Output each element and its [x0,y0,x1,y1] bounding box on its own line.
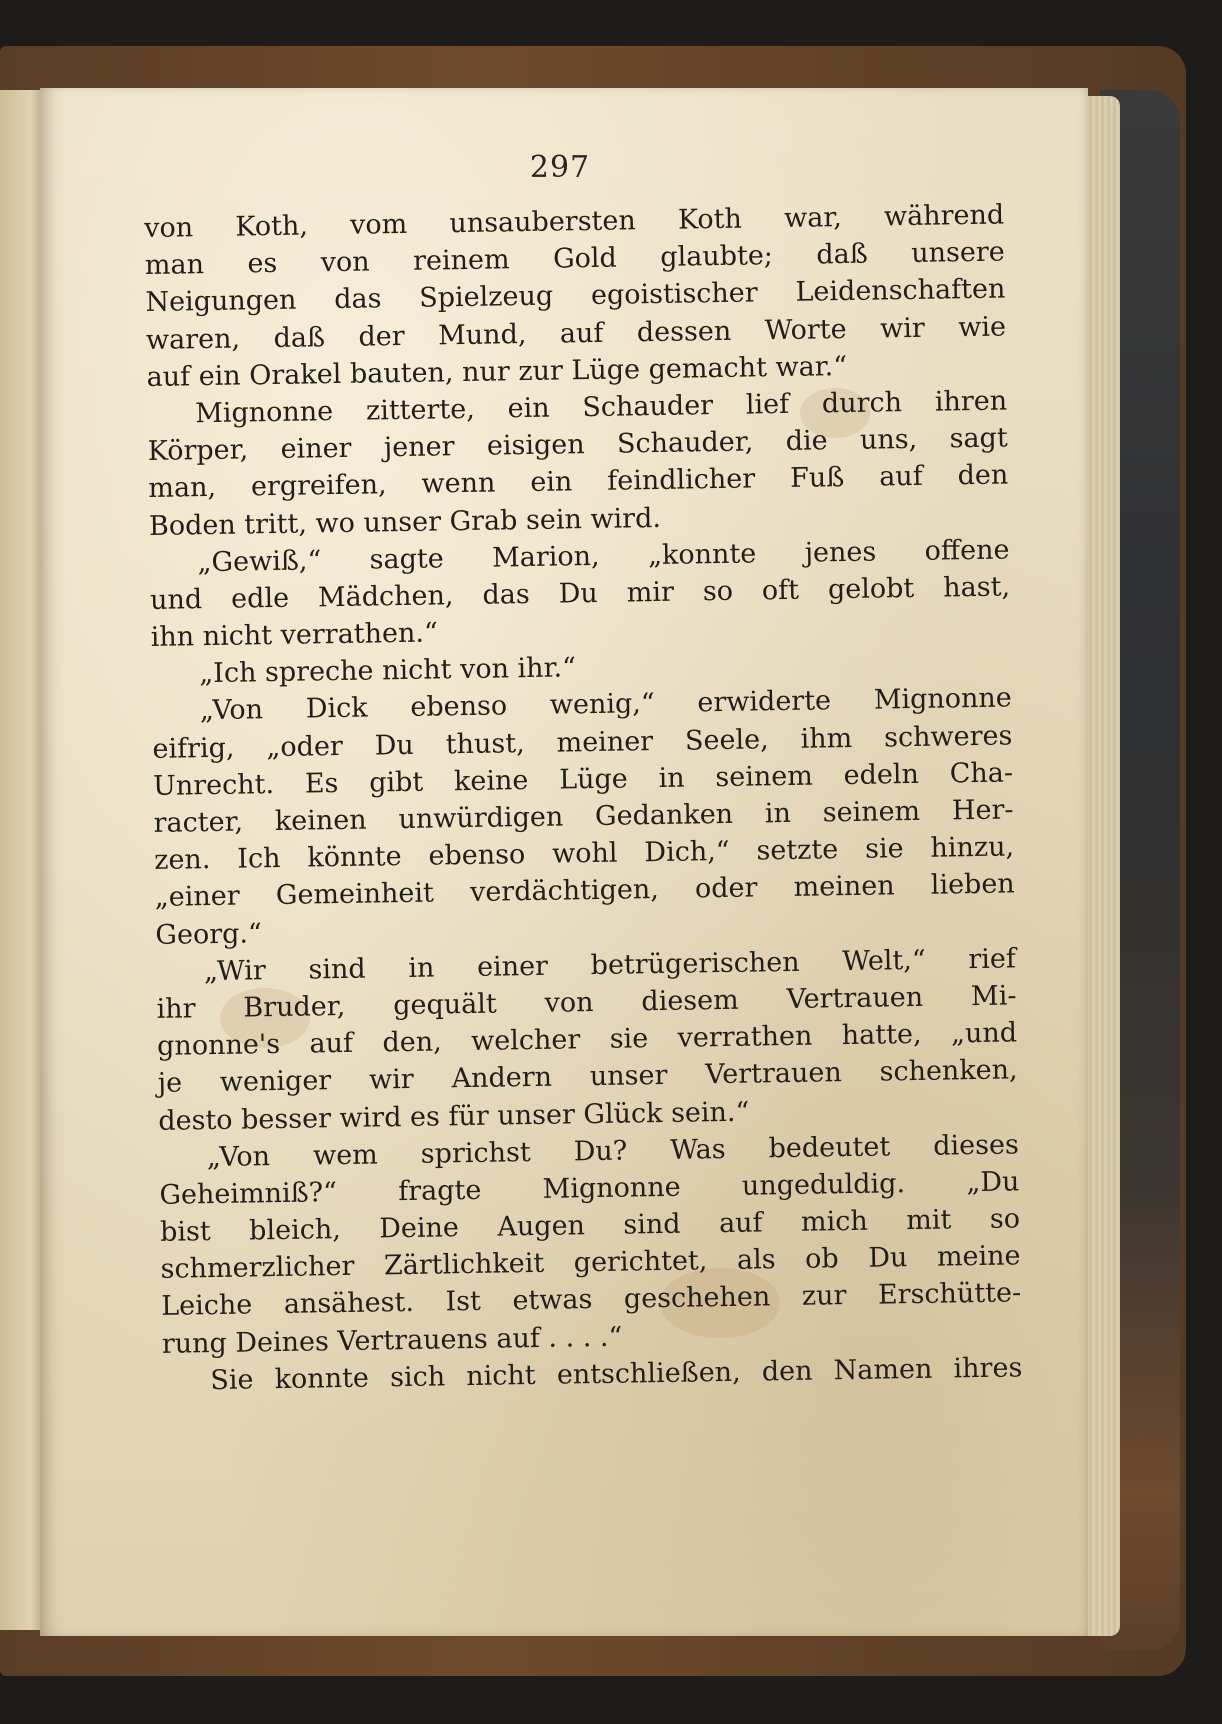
text-line: waren, daß der Mund, auf dessen Worte wir wie [145,311,1007,356]
text-line: Georg.“ [155,917,263,951]
text-line: „einer Gemeinheit verdächtigen, oder meinen lieben [154,868,1015,914]
text-line: Sie konnte sich nicht entschließen, den Namen ihres [210,1352,1023,1396]
text-line: gnonne's auf den, welcher sie verrathen hatte, „und [156,1017,1018,1063]
text-line: bist bleich, Deine Augen sind auf mich mit so [159,1203,1021,1248]
text-line: Neigungen das Spielzeug egoistischer Leidenschaften [145,273,1006,319]
text-line: Unrecht. Es gibt keine Lüge in seinem edeln Cha- [152,757,1014,802]
text-line: ihn nicht verrathen.“ [150,617,439,654]
text-line: Körper, einer jener eisigen Schauder, die uns, sagt [147,422,1008,468]
text-line: man, ergreifen, wenn ein feindlicher Fuß auf den [148,459,1009,505]
text-line: und edle Mädchen, das Du mir so oft gelobt hast, [149,571,1011,616]
text-line: Leiche ansähest. Ist etwas geschehen zur Erschütte- [160,1277,1022,1323]
text-line: von Koth, vom unsaubersten Koth war, während [144,199,1005,244]
text-line: zen. Ich könnte ebenso wohl Dich,“ setzte sie hinzu, [153,831,1015,877]
text-line: „Gewiß,“ sagte Marion, „konnte jenes offene [197,534,1010,578]
text-line: „Von wem sprichst Du? Was bedeutet dieses [206,1129,1020,1173]
book-page [40,88,1088,1636]
left-page-edge [0,90,44,1630]
body-text [144,196,1023,1399]
text-line: „Von Dick ebenso wenig,“ erwiderte Mignonne [199,682,1013,727]
text-line: „Ich spreche nicht von ihr.“ [199,652,577,690]
text-line: rung Deines Vertrauens auf . . . .“ [161,1321,623,1360]
text-line: „Wir sind in einer betrügerischen Welt,“ rief [203,943,1017,987]
text-line: Boden tritt, wo unser Grab sein wird. [148,502,662,542]
text-line: desto besser wird es für unser Glück sein.“ [158,1096,750,1137]
text-line: Geheimniß?“ fragte Mignonne ungeduldig. „Du [159,1166,1020,1211]
text-line: ihr Bruder, gequält von diesem Vertrauen Mi- [156,980,1017,1025]
text-line: man es von reinem Gold glaubte; daß unsere [144,236,1006,282]
text-line: je weniger wir Andern unser Vertrauen schenken, [157,1054,1018,1100]
text-line: schmerzlicher Zärtlichkeit gerichtet, als ob Du meine [160,1240,1021,1286]
text-line: racter, keinen unwürdigen Gedanken in seinem Her- [153,794,1014,839]
text-line: eifrig, „oder Du thust, meiner Seele, ihm schweres [152,720,1013,765]
text-line: auf ein Orakel bauten, nur zur Lüge gemacht war.“ [146,350,848,393]
page-number: 297 [529,150,591,185]
text-line: Mignonne zitterte, ein Schauder lief durch ihren [194,385,1008,430]
